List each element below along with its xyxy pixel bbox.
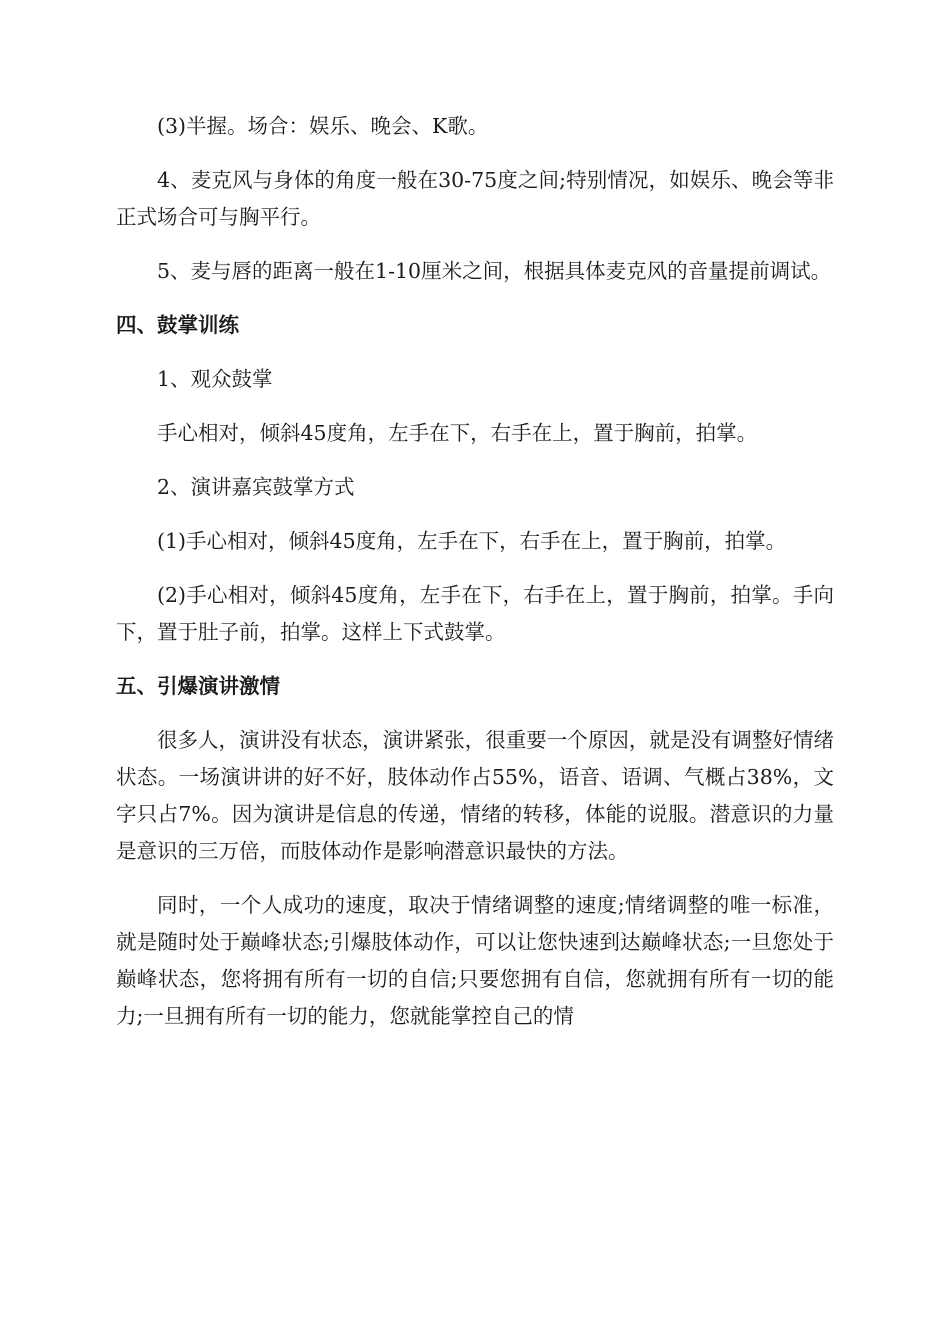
paragraph-guest-applause-1: (1)手心相对，倾斜45度角，左手在下，右手在上，置于胸前，拍掌。 <box>157 529 787 553</box>
paragraph-audience-applause-title: 1、观众鼓掌 <box>157 367 273 391</box>
paragraph-half-grip: (3)半握。场合：娱乐、晚会、K歌。 <box>157 114 489 138</box>
paragraph-success-speed: 同时，一个人成功的速度，取决于情绪调整的速度;情绪调整的唯一标准，就是随时处于巅峰状态;引爆肢体动作，可以让您快速到达巅峰状态;一旦您处于巅峰状态，您将拥有所有一切的自信;只要您拥有自信，您就拥有所有一切的能力;一旦拥有所有一切的能力，您就能掌控自己的情 <box>116 893 834 1028</box>
section-heading-ignite-passion: 五、引爆演讲激情 <box>116 674 280 698</box>
paragraph-guest-applause-2: (2)手心相对，倾斜45度角，左手在下，右手在上，置于胸前，拍掌。手向下，置于肚子前，拍掌。这样上下式鼓掌。 <box>116 583 834 644</box>
section-heading-applause-training: 四、鼓掌训练 <box>116 313 239 337</box>
paragraph-guest-applause-title: 2、演讲嘉宾鼓掌方式 <box>157 475 355 499</box>
paragraph-audience-applause-method: 手心相对，倾斜45度角，左手在下，右手在上，置于胸前，拍掌。 <box>157 421 758 445</box>
paragraph-mic-distance: 5、麦与唇的距离一般在1-10厘米之间，根据具体麦克风的音量提前调试。 <box>157 259 832 283</box>
document-page <box>116 108 834 1052</box>
paragraph-mic-angle: 4、麦克风与身体的角度一般在30-75度之间;特别情况，如娱乐、晚会等非正式场合可与胸平行。 <box>116 168 834 229</box>
paragraph-emotion-state: 很多人，演讲没有状态，演讲紧张，很重要一个原因，就是没有调整好情绪状态。一场演讲讲的好不好，肢体动作占55%，语音、语调、气概占38%，文字只占7%。因为演讲是信息的传递，情绪的转移，体能的说服。潜意识的力量是意识的三万倍，而肢体动作是影响潜意识最快的方法。 <box>116 728 834 863</box>
